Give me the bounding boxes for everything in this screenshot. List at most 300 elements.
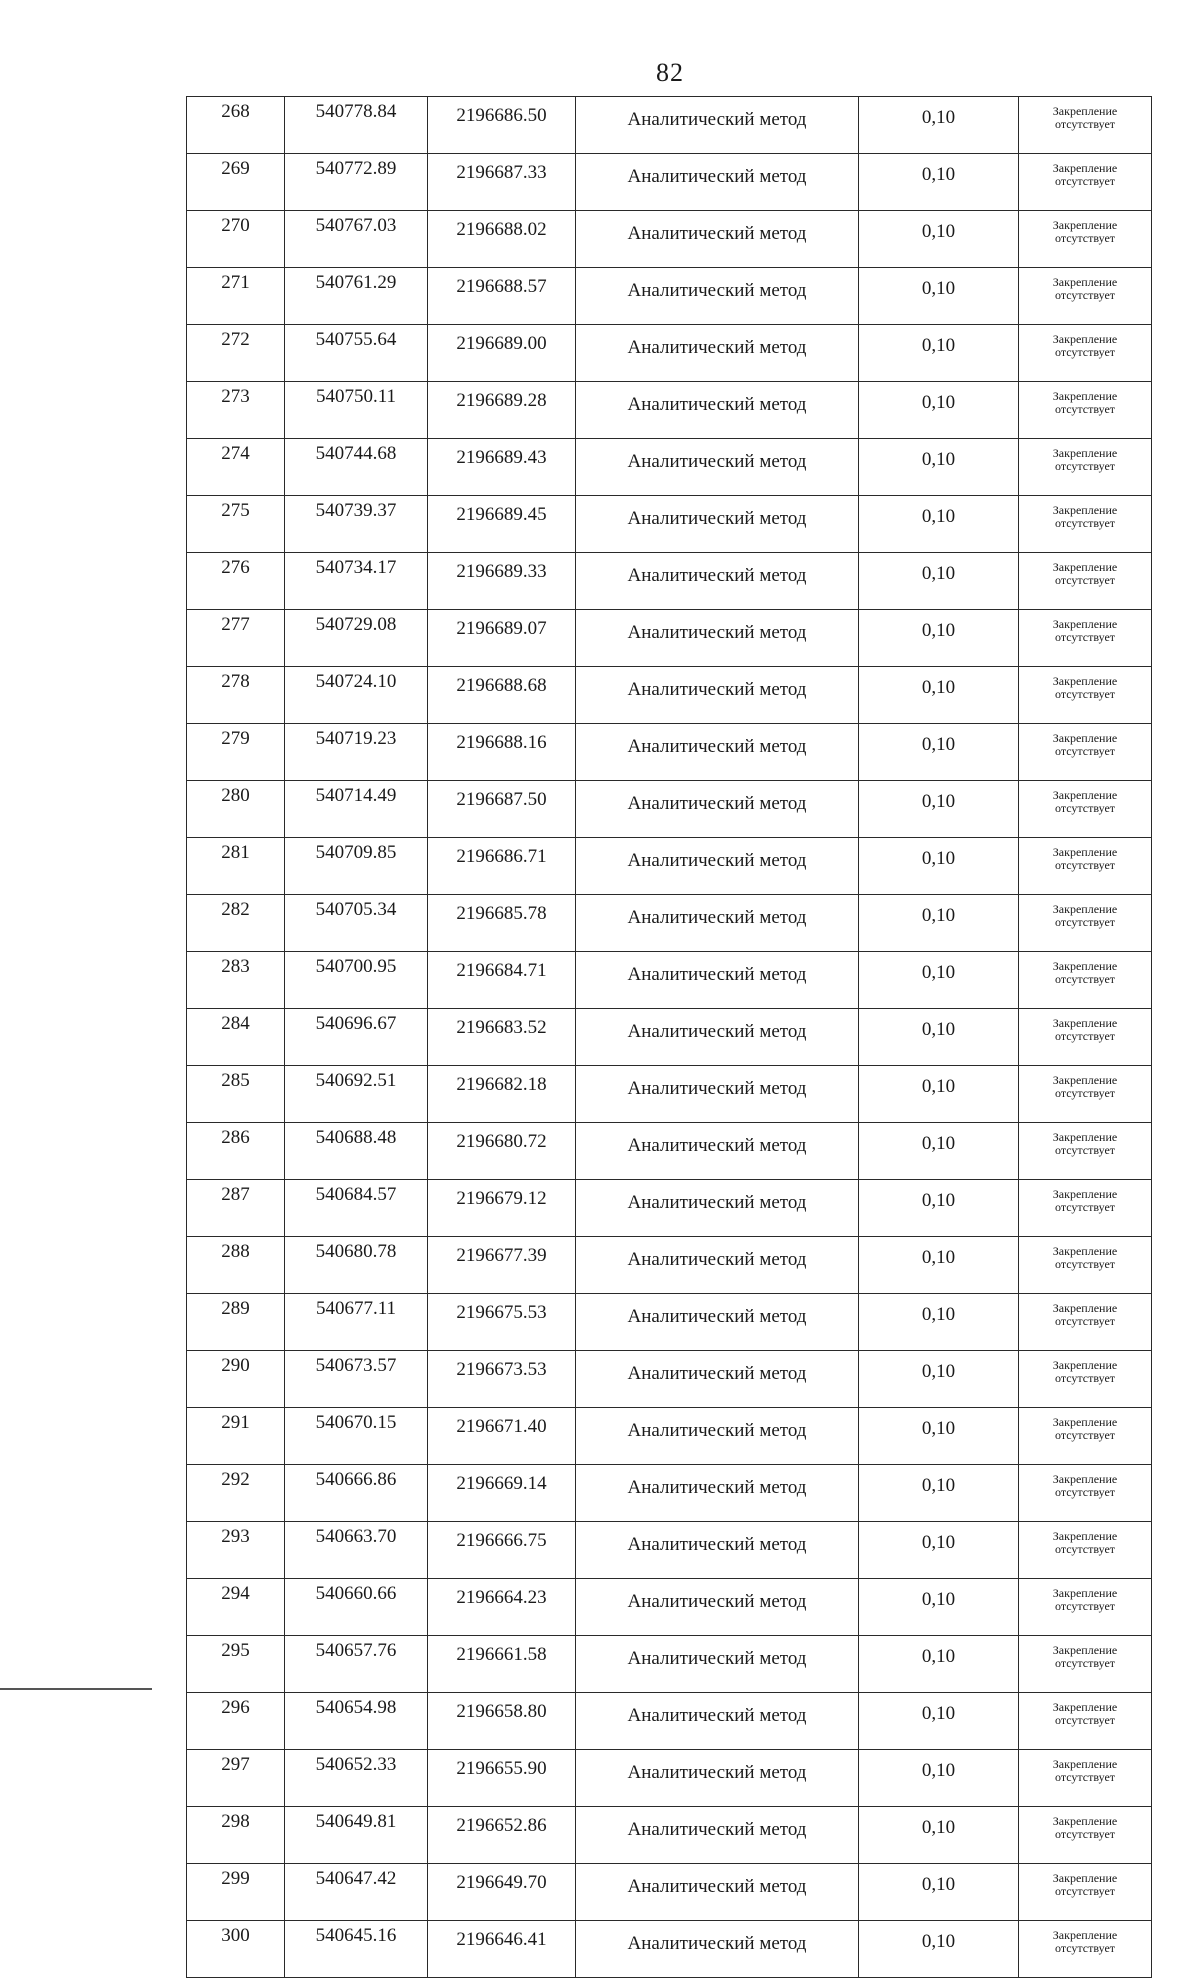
point-number-cell: 282 [187,895,285,952]
x-coordinate-cell: 540729.08 [285,610,428,667]
fixation-line-2: отсутствует [1054,1770,1116,1784]
x-coordinate-cell: 540670.15 [285,1408,428,1465]
point-number-cell: 289 [187,1294,285,1351]
y-coordinate-cell: 2196652.86 [428,1807,576,1864]
fixation-cell [1019,1921,1152,1978]
fixation-line-1: Закрепление [1052,1529,1118,1543]
fixation-line-2: отсутствует [1054,573,1116,587]
method-cell: Аналитический метод [576,1864,859,1921]
method-cell: Аналитический метод [576,1351,859,1408]
method-cell: Аналитический метод [576,553,859,610]
x-coordinate-cell: 540744.68 [285,439,428,496]
fixation-line-2: отсутствует [1054,231,1116,245]
fixation-cell [1019,1693,1152,1750]
method-cell: Аналитический метод [576,382,859,439]
table-row [187,1864,1152,1921]
fixation-line-2: отсутствует [1054,744,1116,758]
y-coordinate-cell: 2196688.68 [428,667,576,724]
y-coordinate-cell: 2196649.70 [428,1864,576,1921]
method-cell: Аналитический метод [576,1921,859,1978]
method-cell: Аналитический метод [576,1636,859,1693]
point-number-cell: 300 [187,1921,285,1978]
x-coordinate-cell: 540761.29 [285,268,428,325]
fixation-line-1: Закрепление [1052,1358,1118,1372]
y-coordinate-cell: 2196661.58 [428,1636,576,1693]
method-cell: Аналитический метод [576,154,859,211]
error-cell: 0,10 [859,895,1019,952]
y-coordinate-cell: 2196673.53 [428,1351,576,1408]
x-coordinate-cell: 540673.57 [285,1351,428,1408]
x-coordinate-cell: 540700.95 [285,952,428,1009]
point-number-cell: 276 [187,553,285,610]
y-coordinate-cell: 2196689.07 [428,610,576,667]
x-coordinate-cell: 540649.81 [285,1807,428,1864]
error-cell: 0,10 [859,781,1019,838]
fixation-line-2: отсутствует [1054,1086,1116,1100]
fixation-line-2: отсутствует [1054,1371,1116,1385]
table-row [187,1123,1152,1180]
error-cell: 0,10 [859,211,1019,268]
fixation-cell [1019,1750,1152,1807]
x-coordinate-cell: 540654.98 [285,1693,428,1750]
table-row [187,1408,1152,1465]
point-number-cell: 269 [187,154,285,211]
error-cell: 0,10 [859,1066,1019,1123]
fixation-line-1: Закрепление [1052,389,1118,403]
fixation-cell [1019,1066,1152,1123]
fixation-cell [1019,838,1152,895]
x-coordinate-cell: 540688.48 [285,1123,428,1180]
x-coordinate-cell: 540652.33 [285,1750,428,1807]
fixation-cell [1019,1408,1152,1465]
error-cell: 0,10 [859,97,1019,154]
fixation-line-2: отсутствует [1054,1713,1116,1727]
point-number-cell: 293 [187,1522,285,1579]
table-row [187,1636,1152,1693]
method-cell: Аналитический метод [576,1123,859,1180]
point-number-cell: 278 [187,667,285,724]
y-coordinate-cell: 2196685.78 [428,895,576,952]
coordinates-table [186,96,1152,1978]
table-row [187,496,1152,553]
table-row [187,1009,1152,1066]
x-coordinate-cell: 540734.17 [285,553,428,610]
table-row [187,97,1152,154]
fixation-cell [1019,781,1152,838]
error-cell: 0,10 [859,1180,1019,1237]
fixation-line-1: Закрепление [1052,1472,1118,1486]
error-cell: 0,10 [859,268,1019,325]
fixation-cell [1019,97,1152,154]
x-coordinate-cell: 540755.64 [285,325,428,382]
table-row [187,1237,1152,1294]
fixation-cell [1019,1465,1152,1522]
method-cell: Аналитический метод [576,325,859,382]
method-cell: Аналитический метод [576,1066,859,1123]
x-coordinate-cell: 540663.70 [285,1522,428,1579]
fixation-cell [1019,1351,1152,1408]
method-cell: Аналитический метод [576,895,859,952]
fixation-line-2: отсутствует [1054,1656,1116,1670]
point-number-cell: 277 [187,610,285,667]
y-coordinate-cell: 2196683.52 [428,1009,576,1066]
method-cell: Аналитический метод [576,1465,859,1522]
fixation-cell [1019,895,1152,952]
x-coordinate-cell: 540767.03 [285,211,428,268]
point-number-cell: 279 [187,724,285,781]
fixation-line-2: отсутствует [1054,1599,1116,1613]
fixation-line-1: Закрепление [1052,1130,1118,1144]
error-cell: 0,10 [859,1864,1019,1921]
method-cell: Аналитический метод [576,97,859,154]
fixation-cell [1019,1807,1152,1864]
table-body [187,97,1152,1978]
fixation-cell [1019,1123,1152,1180]
error-cell: 0,10 [859,1009,1019,1066]
error-cell: 0,10 [859,952,1019,1009]
table-row [187,781,1152,838]
point-number-cell: 295 [187,1636,285,1693]
point-number-cell: 275 [187,496,285,553]
point-number-cell: 290 [187,1351,285,1408]
method-cell: Аналитический метод [576,610,859,667]
y-coordinate-cell: 2196688.57 [428,268,576,325]
method-cell: Аналитический метод [576,496,859,553]
method-cell: Аналитический метод [576,1579,859,1636]
x-coordinate-cell: 540719.23 [285,724,428,781]
point-number-cell: 270 [187,211,285,268]
method-cell: Аналитический метод [576,1294,859,1351]
error-cell: 0,10 [859,1693,1019,1750]
fixation-line-2: отсутствует [1054,516,1116,530]
fixation-line-1: Закрепление [1052,674,1118,688]
y-coordinate-cell: 2196686.50 [428,97,576,154]
point-number-cell: 291 [187,1408,285,1465]
fixation-line-1: Закрепление [1052,275,1118,289]
x-coordinate-cell: 540739.37 [285,496,428,553]
fixation-line-2: отсутствует [1054,801,1116,815]
fixation-line-1: Закрепление [1052,560,1118,574]
point-number-cell: 299 [187,1864,285,1921]
fixation-line-2: отсутствует [1054,1314,1116,1328]
fixation-line-1: Закрепление [1052,1871,1118,1885]
table-row [187,895,1152,952]
fixation-line-1: Закрепление [1052,1301,1118,1315]
point-number-cell: 268 [187,97,285,154]
table-row [187,724,1152,781]
point-number-cell: 273 [187,382,285,439]
point-number-cell: 285 [187,1066,285,1123]
fixation-line-2: отсутствует [1054,687,1116,701]
error-cell: 0,10 [859,1807,1019,1864]
x-coordinate-cell: 540724.10 [285,667,428,724]
fixation-line-2: отсутствует [1054,1485,1116,1499]
fixation-line-1: Закрепление [1052,1814,1118,1828]
fixation-line-1: Закрепление [1052,332,1118,346]
table-row [187,952,1152,1009]
fixation-line-2: отсутствует [1054,1542,1116,1556]
table-row [187,610,1152,667]
fixation-cell [1019,382,1152,439]
fixation-line-1: Закрепление [1052,1244,1118,1258]
error-cell: 0,10 [859,667,1019,724]
fixation-cell [1019,154,1152,211]
error-cell: 0,10 [859,838,1019,895]
error-cell: 0,10 [859,553,1019,610]
y-coordinate-cell: 2196687.33 [428,154,576,211]
y-coordinate-cell: 2196666.75 [428,1522,576,1579]
x-coordinate-cell: 540705.34 [285,895,428,952]
error-cell: 0,10 [859,1237,1019,1294]
error-cell: 0,10 [859,1294,1019,1351]
table-row [187,1522,1152,1579]
fixation-cell [1019,724,1152,781]
fixation-line-1: Закрепление [1052,1073,1118,1087]
fixation-line-2: отсутствует [1054,858,1116,872]
method-cell: Аналитический метод [576,439,859,496]
x-coordinate-cell: 540778.84 [285,97,428,154]
point-number-cell: 271 [187,268,285,325]
point-number-cell: 274 [187,439,285,496]
fixation-line-1: Закрепление [1052,104,1118,118]
x-coordinate-cell: 540677.11 [285,1294,428,1351]
error-cell: 0,10 [859,439,1019,496]
fixation-line-1: Закрепление [1052,161,1118,175]
point-number-cell: 283 [187,952,285,1009]
y-coordinate-cell: 2196688.16 [428,724,576,781]
point-number-cell: 287 [187,1180,285,1237]
fixation-line-1: Закрепление [1052,1700,1118,1714]
error-cell: 0,10 [859,1579,1019,1636]
table-row [187,1066,1152,1123]
table-row [187,838,1152,895]
error-cell: 0,10 [859,724,1019,781]
fixation-line-2: отсутствует [1054,174,1116,188]
x-coordinate-cell: 540772.89 [285,154,428,211]
fixation-line-2: отсутствует [1054,1428,1116,1442]
point-number-cell: 292 [187,1465,285,1522]
footnote-rule [0,1688,152,1690]
fixation-line-1: Закрепление [1052,1586,1118,1600]
x-coordinate-cell: 540657.76 [285,1636,428,1693]
fixation-line-1: Закрепление [1052,902,1118,916]
fixation-cell [1019,1237,1152,1294]
method-cell: Аналитический метод [576,1693,859,1750]
fixation-line-1: Закрепление [1052,1016,1118,1030]
y-coordinate-cell: 2196671.40 [428,1408,576,1465]
error-cell: 0,10 [859,1465,1019,1522]
error-cell: 0,10 [859,1636,1019,1693]
fixation-line-1: Закрепление [1052,617,1118,631]
fixation-cell [1019,496,1152,553]
method-cell: Аналитический метод [576,211,859,268]
method-cell: Аналитический метод [576,1807,859,1864]
table-row [187,1693,1152,1750]
error-cell: 0,10 [859,1522,1019,1579]
fixation-line-1: Закрепление [1052,959,1118,973]
fixation-line-1: Закрепление [1052,845,1118,859]
fixation-cell [1019,1180,1152,1237]
x-coordinate-cell: 540696.67 [285,1009,428,1066]
table-row [187,211,1152,268]
error-cell: 0,10 [859,382,1019,439]
fixation-cell [1019,1294,1152,1351]
point-number-cell: 281 [187,838,285,895]
x-coordinate-cell: 540692.51 [285,1066,428,1123]
y-coordinate-cell: 2196689.33 [428,553,576,610]
point-number-cell: 284 [187,1009,285,1066]
point-number-cell: 297 [187,1750,285,1807]
method-cell: Аналитический метод [576,1522,859,1579]
fixation-line-1: Закрепление [1052,788,1118,802]
method-cell: Аналитический метод [576,268,859,325]
fixation-line-2: отсутствует [1054,1200,1116,1214]
point-number-cell: 298 [187,1807,285,1864]
table-row [187,1180,1152,1237]
method-cell: Аналитический метод [576,1408,859,1465]
table-row [187,382,1152,439]
fixation-line-2: отсутствует [1054,630,1116,644]
x-coordinate-cell: 540647.42 [285,1864,428,1921]
table-row [187,553,1152,610]
fixation-cell [1019,610,1152,667]
error-cell: 0,10 [859,496,1019,553]
method-cell: Аналитический метод [576,838,859,895]
error-cell: 0,10 [859,610,1019,667]
x-coordinate-cell: 540666.86 [285,1465,428,1522]
x-coordinate-cell: 540680.78 [285,1237,428,1294]
fixation-line-2: отсутствует [1054,288,1116,302]
x-coordinate-cell: 540709.85 [285,838,428,895]
fixation-cell [1019,1864,1152,1921]
error-cell: 0,10 [859,1921,1019,1978]
table-row [187,325,1152,382]
y-coordinate-cell: 2196689.28 [428,382,576,439]
y-coordinate-cell: 2196689.45 [428,496,576,553]
fixation-line-2: отсутствует [1054,117,1116,131]
fixation-line-2: отсутствует [1054,402,1116,416]
y-coordinate-cell: 2196687.50 [428,781,576,838]
fixation-cell [1019,1009,1152,1066]
x-coordinate-cell: 540714.49 [285,781,428,838]
fixation-cell [1019,1522,1152,1579]
error-cell: 0,10 [859,1123,1019,1180]
y-coordinate-cell: 2196680.72 [428,1123,576,1180]
error-cell: 0,10 [859,325,1019,382]
fixation-line-2: отсутствует [1054,1884,1116,1898]
fixation-line-2: отсутствует [1054,1827,1116,1841]
fixation-line-1: Закрепление [1052,446,1118,460]
fixation-line-1: Закрепление [1052,1643,1118,1657]
table-row [187,1579,1152,1636]
fixation-cell [1019,268,1152,325]
fixation-line-2: отсутствует [1054,972,1116,986]
table-row [187,1921,1152,1978]
y-coordinate-cell: 2196679.12 [428,1180,576,1237]
error-cell: 0,10 [859,1351,1019,1408]
y-coordinate-cell: 2196689.00 [428,325,576,382]
y-coordinate-cell: 2196675.53 [428,1294,576,1351]
method-cell: Аналитический метод [576,667,859,724]
error-cell: 0,10 [859,1750,1019,1807]
fixation-line-1: Закрепление [1052,1415,1118,1429]
y-coordinate-cell: 2196677.39 [428,1237,576,1294]
method-cell: Аналитический метод [576,952,859,1009]
y-coordinate-cell: 2196682.18 [428,1066,576,1123]
fixation-line-1: Закрепление [1052,1757,1118,1771]
error-cell: 0,10 [859,154,1019,211]
x-coordinate-cell: 540684.57 [285,1180,428,1237]
fixation-line-2: отсутствует [1054,459,1116,473]
table-row [187,439,1152,496]
fixation-line-1: Закрепление [1052,731,1118,745]
fixation-line-2: отсутствует [1054,1143,1116,1157]
fixation-line-2: отсутствует [1054,345,1116,359]
x-coordinate-cell: 540750.11 [285,382,428,439]
fixation-line-2: отсутствует [1054,915,1116,929]
table-row [187,1351,1152,1408]
table-row [187,1465,1152,1522]
method-cell: Аналитический метод [576,781,859,838]
fixation-cell [1019,211,1152,268]
fixation-cell [1019,553,1152,610]
page-number: 82 [656,58,684,87]
fixation-cell [1019,325,1152,382]
y-coordinate-cell: 2196669.14 [428,1465,576,1522]
fixation-line-2: отсутствует [1054,1029,1116,1043]
fixation-cell [1019,439,1152,496]
fixation-line-1: Закрепление [1052,1187,1118,1201]
y-coordinate-cell: 2196664.23 [428,1579,576,1636]
fixation-cell [1019,1636,1152,1693]
table-row [187,667,1152,724]
y-coordinate-cell: 2196655.90 [428,1750,576,1807]
point-number-cell: 296 [187,1693,285,1750]
table-row [187,1750,1152,1807]
y-coordinate-cell: 2196646.41 [428,1921,576,1978]
point-number-cell: 286 [187,1123,285,1180]
method-cell: Аналитический метод [576,1009,859,1066]
fixation-cell [1019,1579,1152,1636]
method-cell: Аналитический метод [576,1237,859,1294]
fixation-line-1: Закрепление [1052,1928,1118,1942]
fixation-line-2: отсутствует [1054,1941,1116,1955]
method-cell: Аналитический метод [576,1180,859,1237]
table-row [187,1294,1152,1351]
method-cell: Аналитический метод [576,724,859,781]
fixation-cell [1019,667,1152,724]
point-number-cell: 280 [187,781,285,838]
x-coordinate-cell: 540660.66 [285,1579,428,1636]
point-number-cell: 272 [187,325,285,382]
x-coordinate-cell: 540645.16 [285,1921,428,1978]
table-row [187,154,1152,211]
fixation-line-1: Закрепление [1052,218,1118,232]
point-number-cell: 294 [187,1579,285,1636]
fixation-cell [1019,952,1152,1009]
method-cell: Аналитический метод [576,1750,859,1807]
fixation-line-1: Закрепление [1052,503,1118,517]
y-coordinate-cell: 2196689.43 [428,439,576,496]
table-row [187,268,1152,325]
error-cell: 0,10 [859,1408,1019,1465]
table-row [187,1807,1152,1864]
y-coordinate-cell: 2196658.80 [428,1693,576,1750]
y-coordinate-cell: 2196688.02 [428,211,576,268]
y-coordinate-cell: 2196684.71 [428,952,576,1009]
point-number-cell: 288 [187,1237,285,1294]
fixation-line-2: отсутствует [1054,1257,1116,1271]
